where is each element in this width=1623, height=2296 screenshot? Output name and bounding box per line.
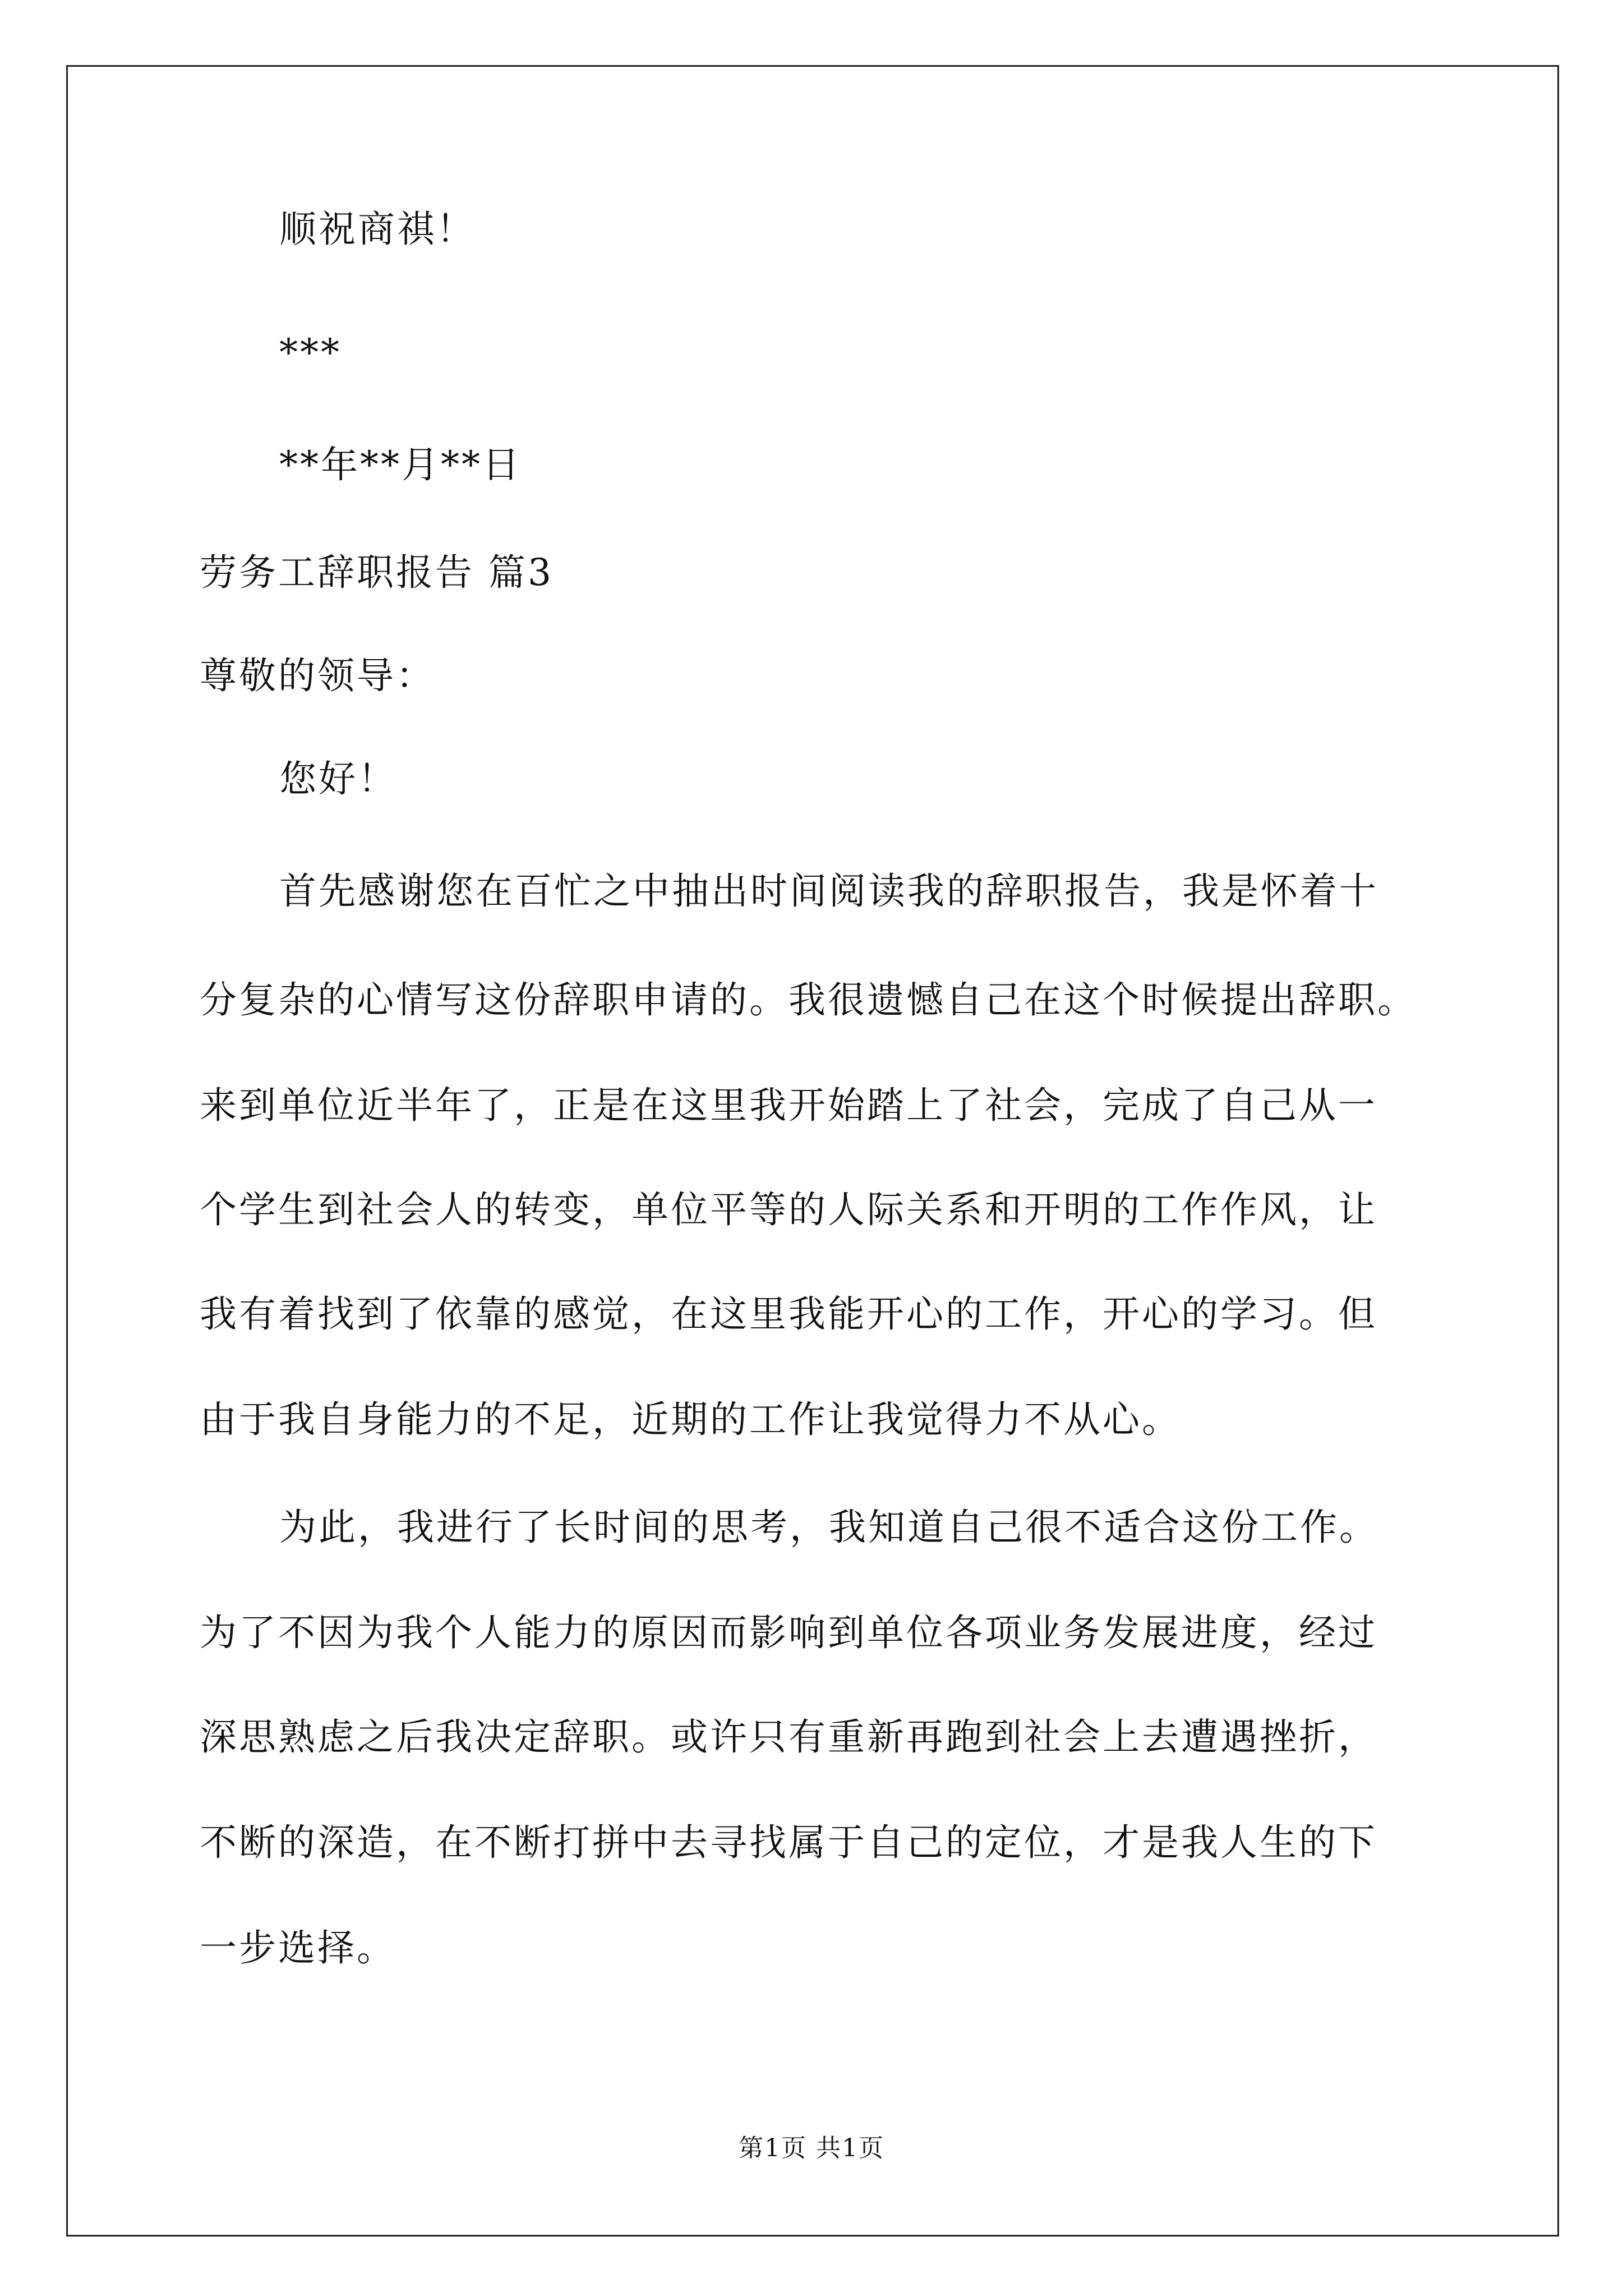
paragraph-2-line-3: 深思熟虑之后我决定辞职。或许只有重新再跑到社会上去遭遇挫折，	[200, 1715, 1377, 1759]
paragraph-2-line-5: 一步选择。	[200, 1926, 396, 1970]
paragraph-2-line-1: 为此，我进行了长时间的思考，我知道自己很不适合这份工作。	[279, 1506, 1378, 1549]
section-heading: 劳务工辞职报告 篇3	[200, 551, 554, 594]
greeting: 您好！	[279, 757, 397, 800]
page-footer: 第1页 共1页	[739, 2134, 884, 2162]
salutation: 尊敬的领导：	[200, 654, 435, 697]
paragraph-1-line-2: 分复杂的心情写这份辞职申请的。我很遗憾自己在这个时候提出辞职。	[200, 978, 1417, 1022]
paragraph-2-line-2: 为了不因为我个人能力的原因而影响到单位各项业务发展进度，经过	[200, 1611, 1377, 1654]
paragraph-1-line-4: 个学生到社会人的转变，单位平等的人际关系和开明的工作作风，让	[200, 1188, 1377, 1231]
signature-date: **年**月**日	[279, 443, 522, 486]
closing-line: 顺祝商祺！	[279, 208, 476, 251]
page-border	[66, 65, 1559, 2237]
paragraph-1-line-1: 首先感谢您在百忙之中抽出时间阅读我的辞职报告，我是怀着十	[279, 869, 1378, 913]
signature-name: ***	[279, 331, 342, 374]
paragraph-2-line-4: 不断的深造，在不断打拼中去寻找属于自己的定位，才是我人生的下	[200, 1821, 1377, 1864]
paragraph-1-line-3: 来到单位近半年了，正是在这里我开始踏上了社会，完成了自己从一	[200, 1084, 1377, 1127]
paragraph-1-line-6: 由于我自身能力的不足，近期的工作让我觉得力不从心。	[200, 1398, 1181, 1441]
paragraph-1-line-5: 我有着找到了依靠的感觉，在这里我能开心的工作，开心的学习。但	[200, 1292, 1377, 1336]
